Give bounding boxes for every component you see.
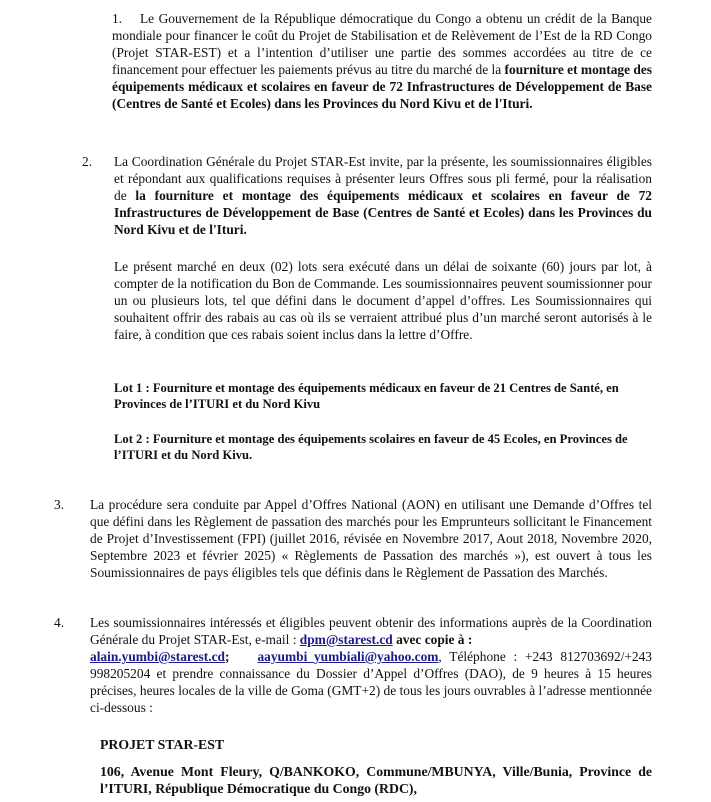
email-link-dpm[interactable]: dpm@starest.cd xyxy=(299,632,393,647)
email-link-alain[interactable]: alain.yumbi@starest.cd xyxy=(90,649,225,664)
paragraph-4-text: Les soumissionnaires intéressés et éligibles peuvent obtenir des informations auprès de la Coordination Générale du Projet STAR-Est, e-mail : xyxy=(90,615,652,647)
item-number-1: 1. xyxy=(112,11,123,26)
lot-2: Lot 2 : Fourniture et montage des équipements scolaires en faveur de 45 Ecoles, en Provinces de l’ITURI et du Nord Kivu. xyxy=(114,432,628,462)
paragraph-2-text: La Coordination Générale du Projet STAR-Est invite, par la présente, les soumissionnaires éligibles et répondant aux qualifications requises à présenter leurs Offres sous pli fermé, pour la réalisation de xyxy=(114,154,652,203)
paragraph-1-text: Le Gouvernement de la République démocratique du Congo a obtenu un crédit de la Banque mondiale pour financer le coût du Projet de Stabilisation et de Relèvement de l’Est de la RD Congo (Projet STAR-EST) et a l’intention d’utiliser une partie des sommes accordées au titre de ce financement pour effectuer les paiements prévus au titre du marché de la xyxy=(112,11,652,77)
paragraph-2-delay: Le présent marché en deux (02) lots sera exécuté dans un délai de soixante (60) jours par lot, à compter de la notification du Bon de Commande. Les soumissionnaires peuvent soumissionner pour un ou plusieurs lots, tel que défini dans le document d’appel d’offres. Les Soumissionnaires qui souhaitent offrir des rabais au cas où ils se verraient attribué plus d’un marché seront autorisés à le faire, à condition que ces rabais soient inclus dans la lettre d’Offre. xyxy=(114,259,652,342)
paragraph-2-bold: la fourniture et montage des équipements médicaux et scolaires en faveur de 72 Infrastructures de Développement de Base (Centres de Santé et Ecoles) dans les Provinces du Nord Kivu et de l'Ituri. xyxy=(114,188,652,237)
phone-label: , Téléphone : +243 xyxy=(438,649,553,664)
paragraph-3: La procédure sera conduite par Appel d’Offres National (AON) en utilisant une Demande d’Offres tel que défini dans les Règlement de passation des marchés pour les Emprunteurs sollicitant le Financement de Projet d’Investissement (FPI) (juillet 2016, révisée en Novembre 2017, Aout 2018, Novembre 2020, Septembre 2023 et février 2025) « Règlements de Passation des marchés »), est ouvert à tous les Soumissionnaires de pays éligibles tels que définis dans le Règlement de Passation des Marchés. xyxy=(90,497,652,580)
item-number-2: 2. xyxy=(82,154,93,169)
project-name: PROJET STAR-EST xyxy=(100,737,225,752)
paragraph-4-continuation: 812703692/+243 998205204 et prendre connaissance du Dossier d’Appel d’Offres (DAO), de 9 heures à 15 heures précises, heures locales de la ville de Goma (GMT+2) de tous les jours ouvrables à l’adresse mentionnée ci-dessous : xyxy=(90,649,652,715)
lot-1: Lot 1 : Fourniture et montage des équipements médicaux en faveur de 21 Centres de Santé, en Provinces de l’ITURI et du Nord Kivu xyxy=(114,381,619,411)
project-address: 106, Avenue Mont Fleury, Q/BANKOKO, Commune/MBUNYA, Ville/Bunia, Province de l’ITURI, République Démocratique du Congo (RDC), xyxy=(100,764,652,796)
paragraph-4 xyxy=(90,614,652,716)
email-link-yahoo[interactable]: aayumbi_yumbiali@yahoo.com xyxy=(257,649,439,664)
paragraph-1 xyxy=(112,10,652,112)
paragraph-2 xyxy=(114,153,652,238)
paragraph-1-bold: fourniture et montage des équipements médicaux et scolaires en faveur de 72 Infrastructures de Développement de Base (Centres de Santé et Ecoles) dans les Provinces du Nord Kivu et de l'Ituri. xyxy=(112,62,652,111)
copy-label: avec copie à : xyxy=(392,632,473,647)
item-number-4: 4. xyxy=(54,615,65,630)
item-number-3: 3. xyxy=(54,497,65,512)
email-separator: ; xyxy=(224,649,230,664)
